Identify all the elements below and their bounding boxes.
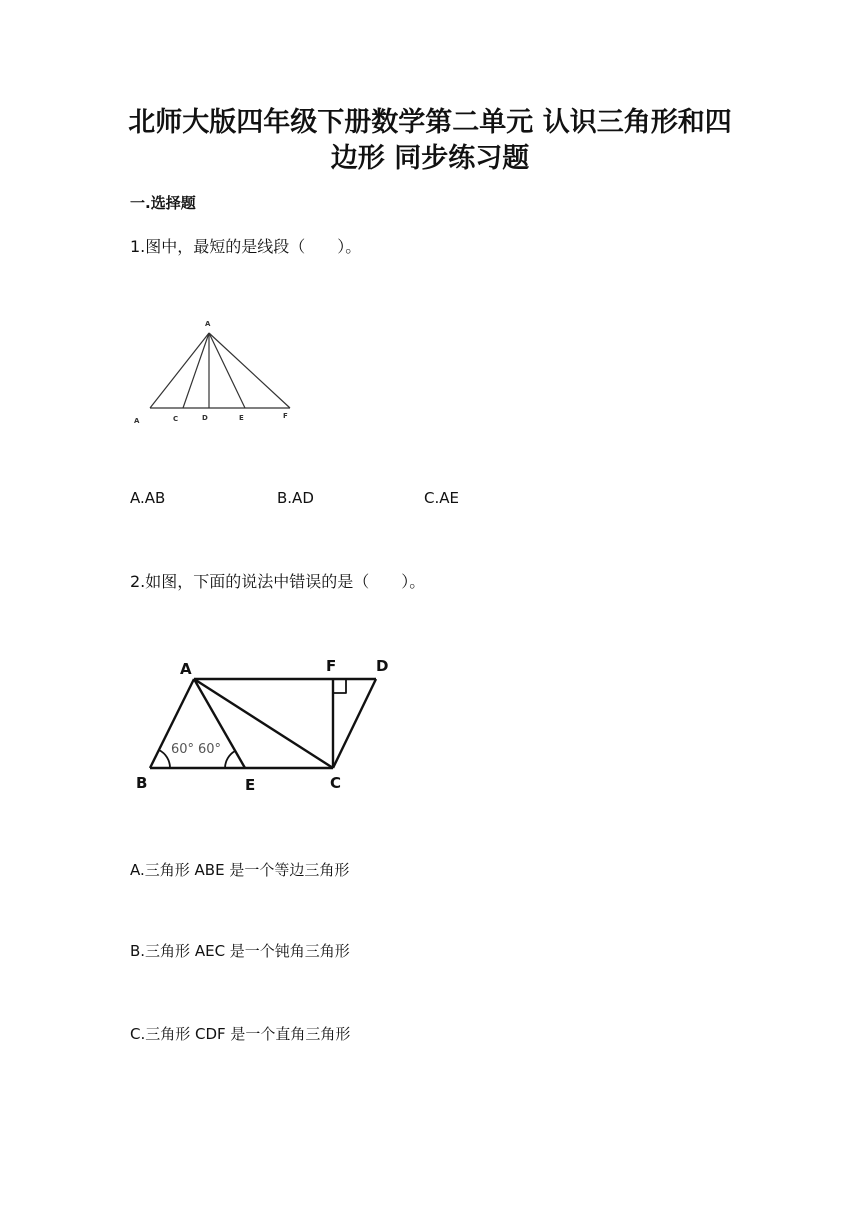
q1-option-b[interactable]: B.AD (277, 489, 314, 507)
right-angle-mark (333, 679, 346, 693)
page-title-line-2: 边形 同步练习题 (330, 143, 530, 174)
q2-angle-label-e: 60° (198, 742, 222, 757)
question-2-stem: 2.如图，下面的说法中错误的是（ ）。 (130, 572, 426, 591)
segment-ac (183, 333, 209, 408)
q1-label-d: D (202, 414, 208, 422)
q2-label-c: C (330, 774, 342, 792)
section-heading: 一.选择题 (130, 194, 196, 212)
segment-ab (150, 333, 209, 408)
segment-ac (194, 679, 333, 768)
segment-af (209, 333, 290, 408)
segment-ab (150, 679, 194, 768)
question-1-stem: 1.图中，最短的是线段（ ）。 (130, 237, 362, 256)
q1-label-c: C (173, 415, 179, 423)
q2-label-b: B (136, 774, 148, 792)
q1-option-c[interactable]: C.AE (424, 489, 459, 507)
q2-option-a[interactable]: A.三角形 ABE 是一个等边三角形 (130, 861, 350, 879)
segment-cd (333, 679, 376, 768)
page-title-line-1: 北师大版四年级下册数学第二单元 认识三角形和四 (128, 107, 732, 138)
q1-label-f: F (283, 412, 288, 420)
q2-label-e: E (245, 776, 256, 794)
angle-arc-e (225, 751, 235, 768)
q2-option-c[interactable]: C.三角形 CDF 是一个直角三角形 (130, 1025, 351, 1043)
q2-label-d: D (376, 657, 389, 675)
angle-arc-b (159, 750, 170, 768)
q2-label-a: A (180, 660, 192, 678)
q1-label-a: A (134, 417, 140, 425)
q1-option-a[interactable]: A.AB (130, 489, 166, 507)
segment-ae (194, 679, 245, 768)
q1-label-apex: A (205, 320, 211, 328)
q2-option-b[interactable]: B.三角形 AEC 是一个钝角三角形 (130, 942, 350, 960)
q1-label-e: E (239, 414, 244, 422)
q2-angle-label-b: 60° (171, 742, 195, 757)
q2-label-f: F (326, 657, 337, 675)
segment-ae (209, 333, 245, 408)
